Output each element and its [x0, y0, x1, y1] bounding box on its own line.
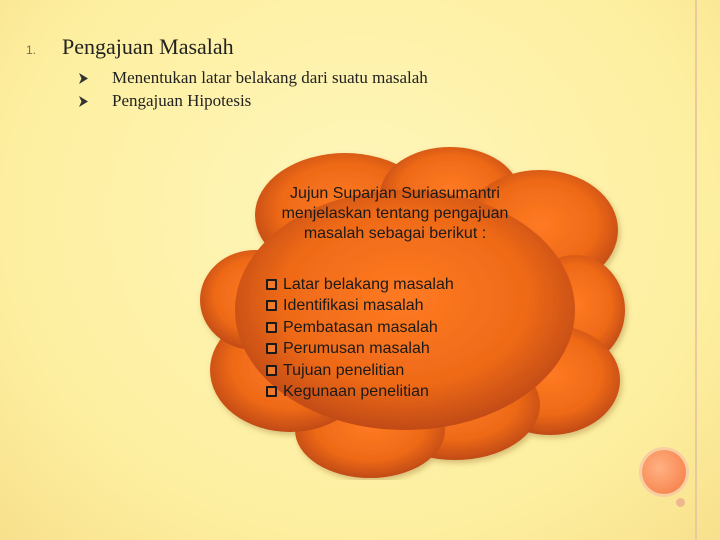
checkbox-bullet-icon — [266, 386, 277, 397]
list-item-text: Perumusan masalah — [283, 340, 430, 358]
list-item-text: Kegunaan penelitian — [283, 383, 429, 401]
checkbox-bullet-icon — [266, 322, 277, 333]
cloud-intro: Jujun Suparjan Suriasumantri menjelaskan tentang pengajuan masalah sebagai berikut : — [281, 185, 509, 242]
cloud-list — [266, 274, 454, 402]
list-item-text: Pembatasan masalah — [283, 318, 438, 336]
list-item — [266, 381, 454, 402]
list-item-text: Identifikasi masalah — [283, 297, 424, 315]
decorative-dot-icon — [676, 498, 685, 507]
list-item — [266, 274, 454, 295]
list-item — [266, 360, 454, 381]
slide-heading: Pengajuan Masalah — [62, 34, 234, 59]
checkbox-bullet-icon — [266, 300, 277, 311]
bullet-text: Menentukan latar belakang dari suatu masalah — [112, 68, 428, 87]
checkbox-bullet-icon — [266, 343, 277, 354]
decorative-circle-icon — [642, 450, 686, 494]
checkbox-bullet-icon — [266, 365, 277, 376]
list-item-text: Latar belakang masalah — [283, 276, 454, 293]
arrow-bullet-icon — [78, 72, 89, 85]
decorative-divider — [695, 0, 697, 540]
list-item — [266, 338, 454, 359]
bullet-text: Pengajuan Hipotesis — [112, 91, 252, 110]
list-item-text: Tujuan penelitian — [283, 361, 405, 379]
arrow-bullet-icon — [78, 95, 89, 108]
list-item — [266, 317, 454, 338]
checkbox-bullet-icon — [266, 279, 277, 290]
list-number: 1. — [26, 43, 37, 57]
list-item — [266, 295, 454, 316]
